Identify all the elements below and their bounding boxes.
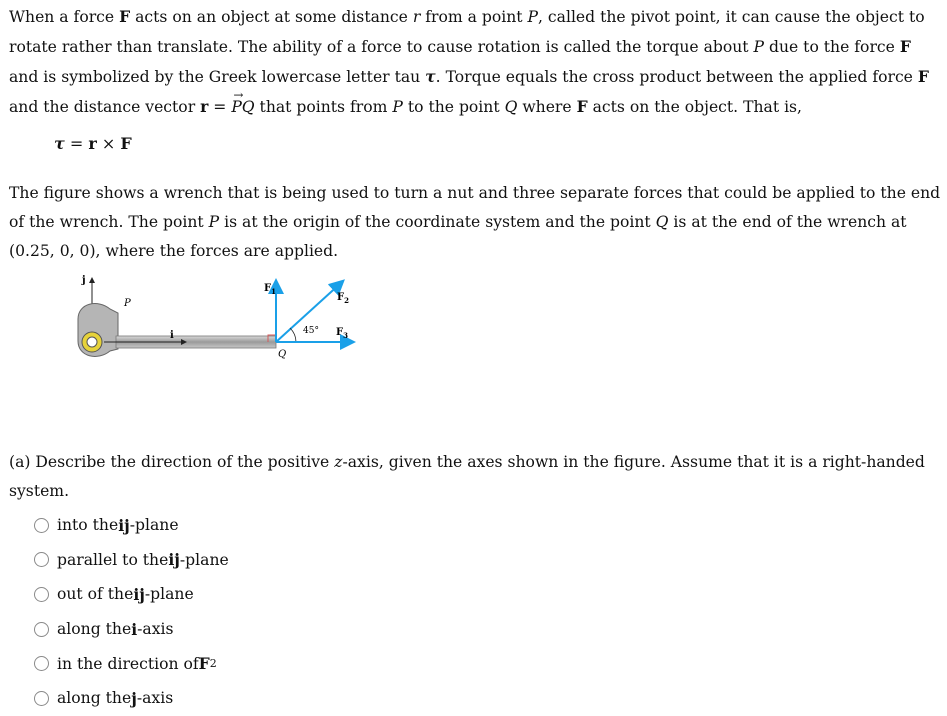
wrench-figure bbox=[60, 265, 380, 375]
option-direction-F2[interactable]: in the direction of F 2 bbox=[34, 646, 229, 681]
radio-button[interactable] bbox=[34, 518, 49, 533]
radio-button[interactable] bbox=[34, 656, 49, 671]
vector-PQ: PQ bbox=[231, 98, 255, 116]
angle-label: 45° bbox=[303, 326, 319, 336]
force-F2-label: $F_2$ bbox=[337, 292, 349, 305]
option-parallel-ij-plane[interactable]: parallel to the ij -plane bbox=[34, 543, 229, 578]
question-a: (a) Describe the direction of the positive z-axis, given the axes shown in the figure. Assume that it is a right-handed system. bbox=[9, 453, 925, 500]
figure-description: The figure shows a wrench that is being used to turn a nut and three separate forces that could be applied to the end of the wrench. The point P is at the origin of the coordinate system and the point Q is at the end of the wrench at (0.25, 0, 0), where the forces are applied. bbox=[9, 184, 941, 260]
radio-button[interactable] bbox=[34, 622, 49, 637]
answer-options bbox=[34, 508, 229, 716]
option-out-of-ij-plane[interactable]: out of the ij -plane bbox=[34, 577, 229, 612]
radio-button[interactable] bbox=[34, 691, 49, 706]
point-P-label: P bbox=[124, 298, 131, 309]
torque-formula: τ = r × F bbox=[54, 134, 132, 153]
force-F3-label: $F_3$ bbox=[336, 327, 348, 340]
point-Q-label: Q bbox=[278, 349, 287, 360]
intro-paragraph: When a force F acts on an object at some distance r from a point P, called the pivot point, it can cause the object to rotate rather than translate. The ability of a force to cause rotation is called the torque about P due to the force F and is symbolized by the Greek lowercase letter tau τ. Torque equals the cross product between the applied force F and the distance vector r = PQ → that points from P to the point Q where F acts on the object. That is, bbox=[9, 7, 929, 116]
force-F1-label: $F_1$ bbox=[264, 283, 276, 296]
option-into-ij-plane[interactable]: into the ij -plane bbox=[34, 508, 229, 543]
radio-button[interactable] bbox=[34, 587, 49, 602]
option-along-j-axis[interactable]: along the j -axis bbox=[34, 681, 229, 716]
vector-arrow-icon: → bbox=[233, 88, 244, 102]
option-along-i-axis[interactable]: along the i -axis bbox=[34, 612, 229, 647]
angle-arc bbox=[290, 328, 296, 342]
radio-button[interactable] bbox=[34, 552, 49, 567]
i-axis-label: i bbox=[170, 330, 174, 341]
j-axis-label: j bbox=[82, 275, 86, 286]
